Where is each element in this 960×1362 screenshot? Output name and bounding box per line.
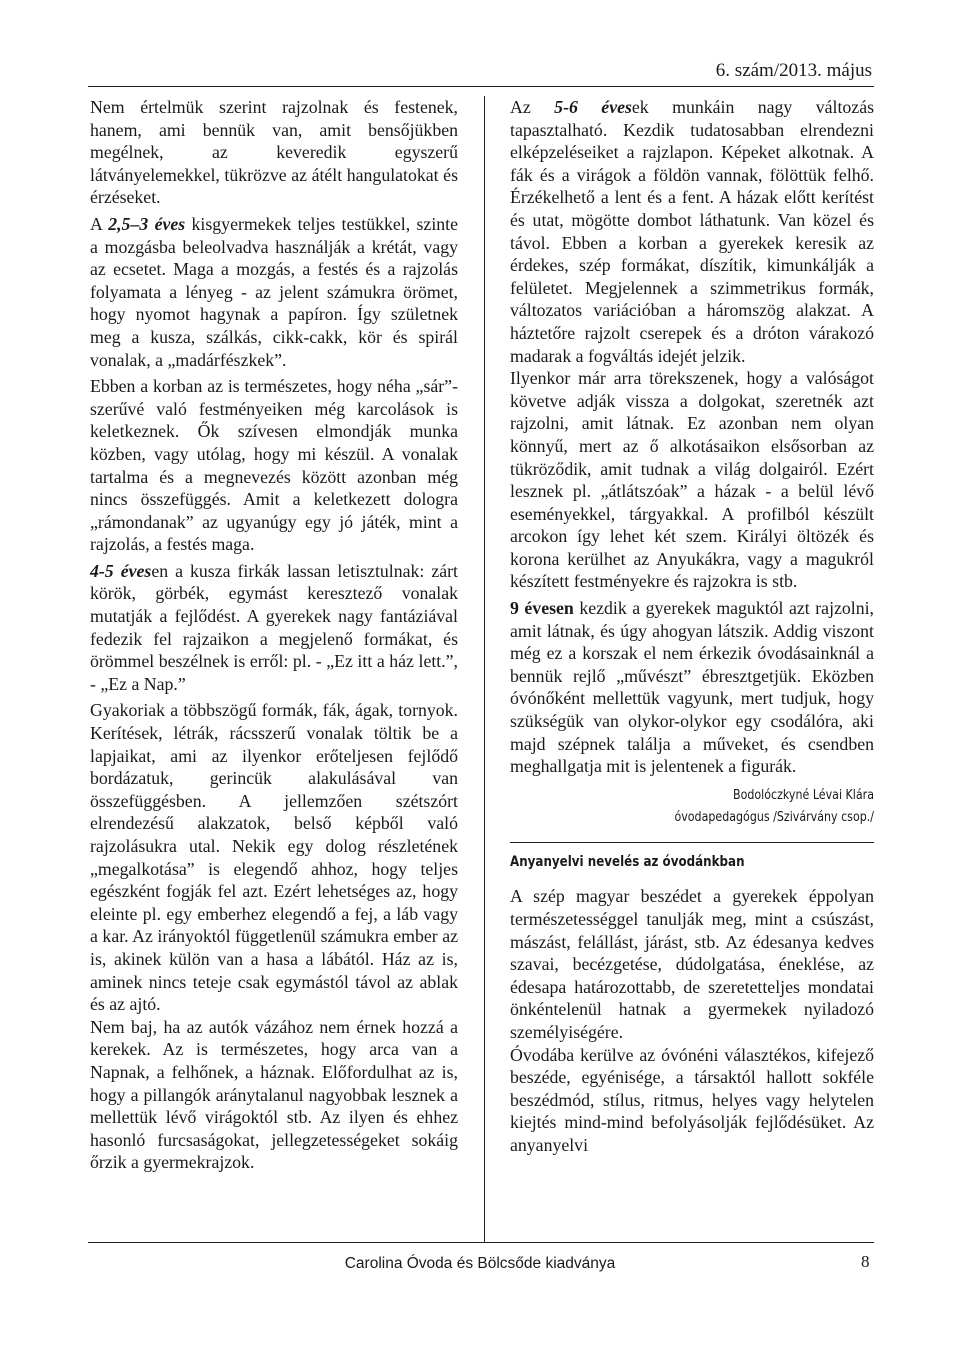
paragraph: A 2,5–3 éves kisgyermekek teljes testükkel, szinte a mozgásba beleolvadva használják a krétát, vagy az ecsetet. Maga a mozgás, a festés és a rajzolás folyamata a lényeg - az jelent számukra örömet, hogy nyomot hagynak a papíron. Így születnek meg a kusza, szálkás, cikk-cakk, kör és spirál vonalak, a „madárfészkek”. (90, 213, 458, 370)
age-highlight: 5-6 éves (554, 97, 632, 117)
paragraph: Gyakoriak a többszögű formák, fák, ágak, tornyok. Kerítések, létrák, rácsszerű vonalak töltik be a lapjaikat, ami az ilyenkor erőteljesen fejlődő bordázatuk, gerincük alakulásával van összefüggésben. A jellemzően szétszórt elrendezésű alakzatok, belső képből való rajzolásukra utal. Nekik egy dolog részletének „megalkotása” is elegendő ahhoz, hogy teljes egészként fogják fel azt. Ezért lehetséges az, hogy eleinte pl. egy emberhez elegendő a fej, a láb vagy a kar. Az irányoktól függetlenül számukra ember az is, akinek külön van a hasa a lábától. Ház az is, aminek nincs teteje csak egymástól távol az ablak és az ajtó. (90, 700, 458, 1015)
author-role: óvodapedagógus /Szivárvány csop./ (674, 808, 874, 825)
right-column (510, 96, 874, 1157)
issue-label: 6. szám/2013. május (715, 60, 872, 81)
paragraph: A szép magyar beszédet a gyerekek éppolyan természetességgel tanulják meg, mint a csúszást, mászást, felállást, járást, stb. Az édesanya kedves szavai, becézgetése, dúdolgatása, éneklése, az édesapa határozottabb, de szeretetteljes mondatai önkéntelenül hatnak a gyermekek nyiladozó személyiségére. (510, 886, 874, 1042)
paragraph: 9 évesen kezdik a gyerekek maguktól azt rajzolni, amit látnak, és úgy ahogyan látszik. Addig viszont még ez a korszak el nem érkezik óvodásainknál a bennük rejlő „művészt” ébresztgetjük. Eközben óvónőként mellettük vagyunk, mert tudjuk, hogy szükségük van olykor-olykor egy csodálóra, aki majd szépnek találja a műveket, és csendben meghallgatja mit is jelentenek a figurák. (510, 598, 875, 777)
footer-rule (88, 1242, 874, 1243)
author-name: Bodolóczkyné Lévai Klára (732, 786, 874, 803)
paragraph: Ilyenkor már arra törekszenek, hogy a valóságot követve adják vissza a dolgokat, szeretnék azt rajzolni, amit látnak. Ez azonban nem olyan könnyű, mert az ő alkotásaikon elsősorban az tükröződik, amit tudnak a világ dolgairól. Ezért lesznek pl. „átlátszóak” a házak - a belül lévő eseményekkel, tárgyakkal. A profilból készült arcokon így lehet két szem. Királyi öltözék és korona kerülhet az Anyukákra, vagy a magukról készített festményekre és rajzokra is stb. (510, 368, 874, 592)
left-column (90, 96, 458, 1174)
paragraph: Nem baj, ha az autók vázához nem érnek hozzá a kerekek. Az is természetes, hogy arca van a Napnak, a felhőnek, a háznak. Előfordulhat az is, hogy a pillangók aránytalanul nagyobbak lesznek a mellettük lévő virágoktól stb. Az ilyen és ehhez hasonló furcsaságokat, jellegzetességeket sokáig őrzik a gyermekrajzok. (90, 1016, 458, 1173)
publisher-footer: Carolina Óvoda és Bölcsőde kiadványa (344, 1255, 616, 1272)
section-rule (510, 842, 874, 843)
age-highlight: 4-5 éves (90, 560, 152, 581)
section-title: Anyanyelvi nevelés az óvodánkban (510, 853, 745, 870)
paragraph: Ebben a korban az is természetes, hogy néha „sár”- szerűvé való festményeiken még karcolások is keletkeznek. Ők szívesen elmondják munka közben, vagy utólag, hogy mi készül. A vonalak tartalma és a megnevezés között azonban még nincs összefüggés. Amit a keletkezett dologra „rámondanak” az ugyanúgy egy jó játék, mint a rajzolás, a festés maga. (90, 376, 458, 555)
column-divider (484, 96, 485, 1242)
page-number: 8 (861, 1252, 870, 1271)
paragraph: 4-5 évesen a kusza firkák lassan letisztulnak: zárt körök, görbék, egymást keresztező vonalak mutatják a fejlődést. A gyerekek nagy fantáziával fedezik fel rajzaikon a megjelenő formákat, és örömmel beszélnek is erről: pl. - „Ez itt a ház lett.”, - „Ez a Nap.” (90, 560, 458, 694)
paragraph: Az 5-6 évesek munkáin nagy változás tapasztalható. Kezdik tudatosabban elrendezni elképzeléseiket a rajzlapon. Képeket alkotnak. A fák és a virágok a földön vannak, fölöttük felhő. Érzékelhető a lent és a fent. A házak előtt kerítést és utat, mögötte dombot láthatunk. Van közel és távol. Ebben a korban a gyerekek keresik az érdekes, szép formákat, díszítik, kimunkálják a felületet. Megjelennek a szimmetrikus formák, változatos variációban a háromszög alakzat. A háztetőre rajzolt cserepek és a dróton várakozó madarak a fogváltás idejét jelzik. (510, 97, 875, 366)
paragraph: Óvodába kerülve az óvónéni választékos, kifejező beszéde, egyénisége, a társaktól hallott sokféle beszédmód, stílus, ritmus, helyes vagy helytelen kiejtés mind-mind befolyásolják fejlődésüket. Az anyanyelvi (510, 1044, 874, 1155)
age-highlight: 2,5–3 éves (108, 213, 186, 234)
header-rule (88, 86, 874, 87)
age-highlight: 9 évesen (510, 598, 574, 619)
paragraph: Nem értelmük szerint rajzolnak és festenek, hanem, ami bennük van, amit bensőjükben megélnek, az keveredik egyszerű látványelemekkel, tükrözve az átélt hangulatokat és érzéseket. (90, 97, 458, 208)
